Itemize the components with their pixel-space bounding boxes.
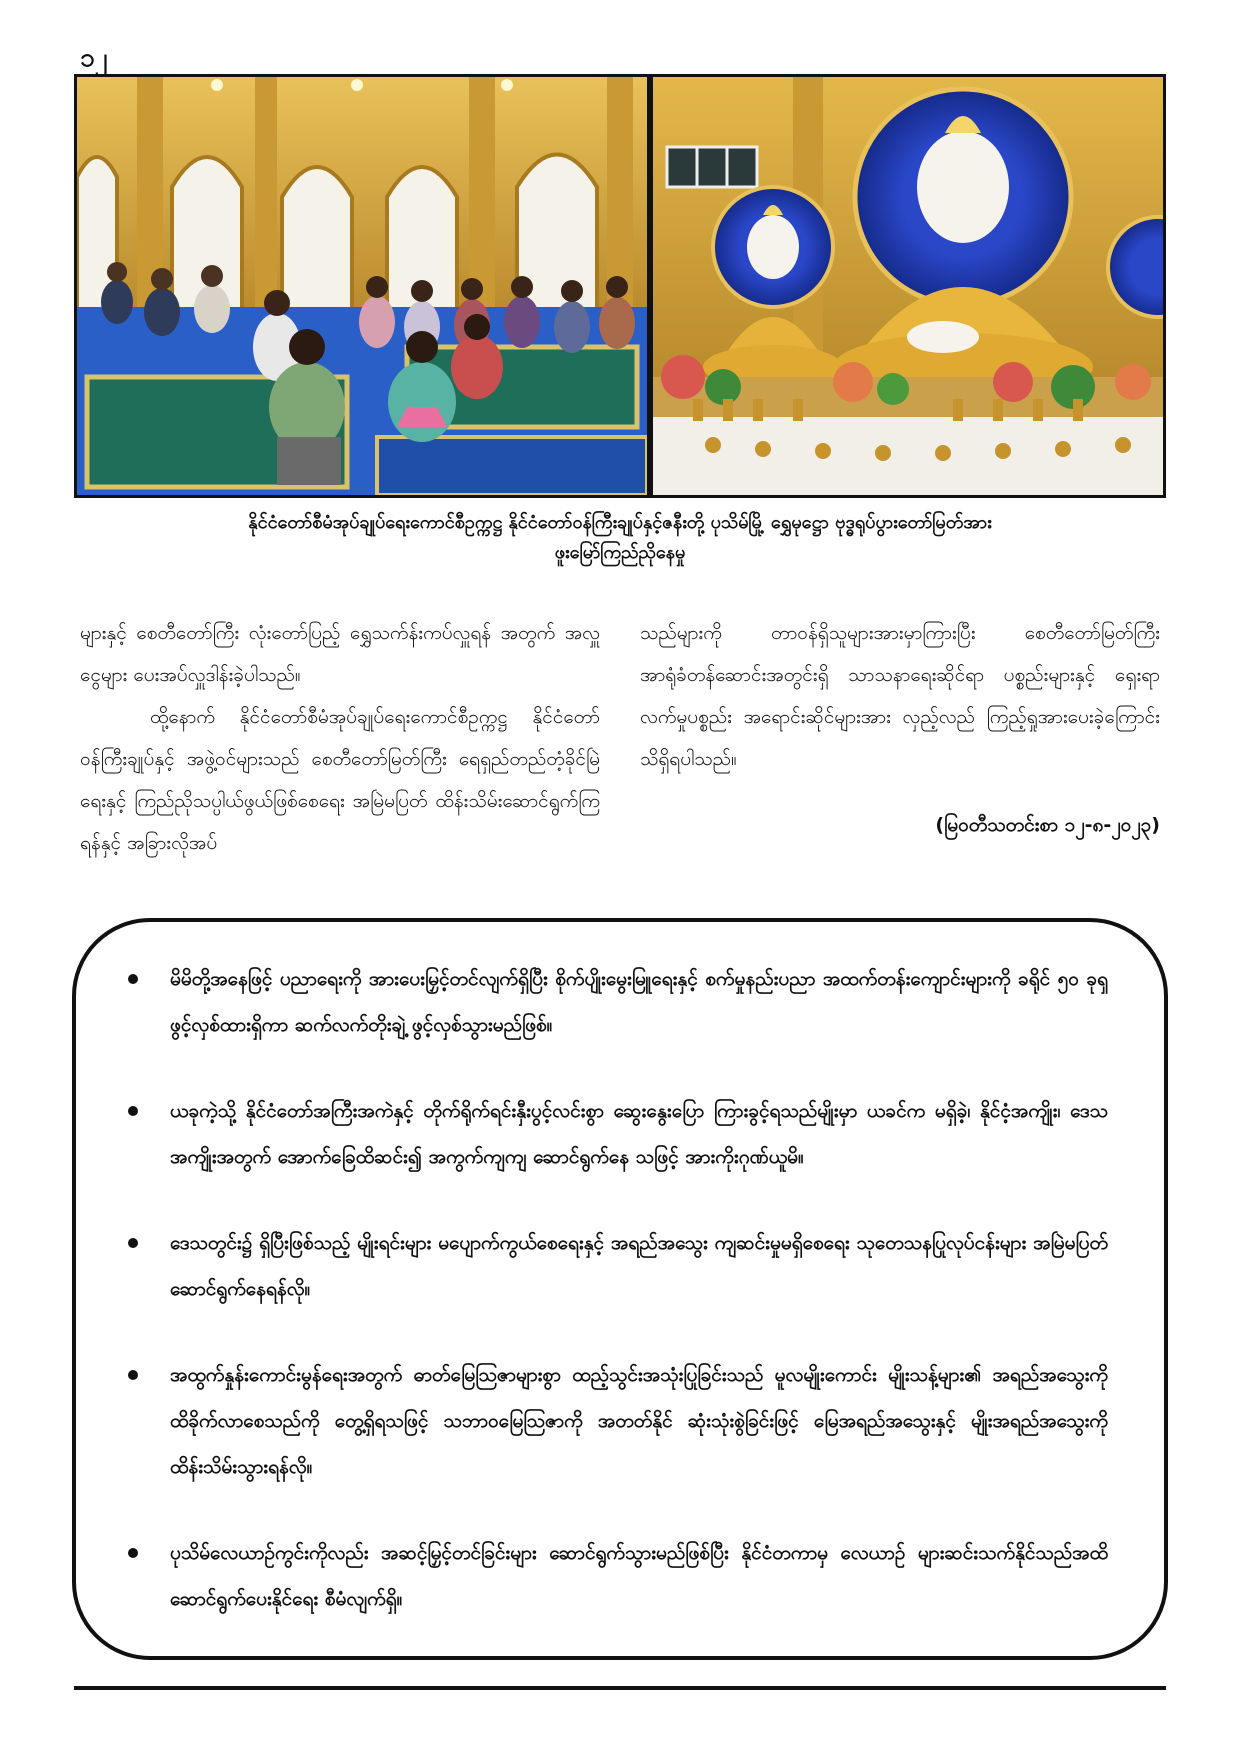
article-paragraph: သည်များကို တာဝန်ရှိသူများအားမှာကြားပြီး စေတီတော်မြတ်ကြီး အာရုံခံတန်ဆောင်းအတွင်းရှိ သာသနာရေးဆိုင်ရာ ပစ္စည်းများနှင့် ရှေးရာလက်မှုပစ္စည်း အရောင်းဆိုင်များအား လှည့်လည် ကြည့်ရှုအားပေးခဲ့ကြောင်း သိရှိရပါသည်။	[640, 622, 1160, 770]
article-right-column	[640, 612, 1160, 864]
photo-frame	[74, 74, 1166, 498]
article-paragraph: များနှင့် စေတီတော်ကြီး လုံးတော်ပြည့် ရွှေသက်န်းကပ်လှူရန် အတွက် အလှူငွေများ ပေးအပ်လှူဒါန်းခဲ့ပါသည်။	[80, 622, 600, 686]
buddha-images-illustration	[653, 77, 1163, 495]
highlight-text: မိမိတို့အနေဖြင့် ပညာရေးကို အားပေးမြှင့်တင်လျက်ရှိပြီး စိုက်ပျိုးမွေးမြူရေးနှင့် စက်မှုနည်းပညာ အထက်တန်းကျောင်းများကို ခရိုင် ၅၀ ခုၡ ဖွင့်လှစ်ထားရှိကာ ဆက်လက်တိုးချဲ့ ဖွင့်လှစ်သွားမည်ဖြစ်။	[170, 968, 1108, 1036]
highlight-item	[124, 1220, 1108, 1312]
highlight-text: ယခုကဲ့သို့ နိုင်ငံတော်အကြီးအကဲနှင့် တိုက်ရိုက်ရင်းနှီးပွင့်လင်းစွာ ဆွေးနွေးပြော ကြားခွင့်ရသည်မျိုးမှာ ယခင်က မရှိခဲ့၊ နိုင်ငံ့အကျိုး၊ ဒေသအကျိုးအတွက် အောက်ခြေထိဆင်း၍ အကွက်ကျကျ ဆောင်ရွက်နေ သဖြင့် အားကိုးဂုဏ်ယူမိ။	[170, 1100, 1108, 1168]
highlight-item	[124, 1352, 1108, 1490]
page-number: ၁၂	[80, 43, 108, 73]
caption-line-2: ဖူးမြော်ကြည်ညိုနေမှု	[554, 542, 686, 563]
bullet-icon	[128, 1548, 138, 1558]
bullet-icon	[128, 1370, 138, 1380]
photo-caption	[74, 508, 1166, 568]
caption-line-1: နိုင်ငံတော်စီမံအုပ်ချုပ်ရေးကောင်စီဥက္ကဋ္ဌ နိုင်ငံတော်ဝန်ကြီးချုပ်နှင့်ဇနီးတို့ ပုသိမ်မြို့ ရွှေမုဋ္ဌော ဗုဒ္ဓရုပ်ပွားတော်မြတ်အား	[248, 512, 992, 533]
news-source: (မြဝတီသတင်းစာ ၁၂-၈-၂၀၂၃)	[935, 814, 1160, 836]
highlight-item	[124, 1530, 1108, 1622]
buddha-images-photo	[653, 77, 1163, 495]
bullet-icon	[128, 974, 138, 984]
bullet-icon	[128, 1106, 138, 1116]
highlight-text: အထွက်နှုန်းကောင်းမွန်ရေးအတွက် ဓာတ်မြေသြဇာများစွာ ထည့်သွင်းအသုံးပြုခြင်းသည် မူလမျိုးကောင်း မျိုးသန့်များ၏ အရည်အသွေးကို ထိခိုက်လာစေသည်ကို တွေ့ရှိရသဖြင့် သဘာဝမြေသြဇာကို အတတ်နိုင် ဆုံးသုံးစွဲခြင်းဖြင့် မြေအရည်အသွေးနှင့် မျိုးအရည်အသွေးကို ထိန်းသိမ်းသွားရန်လို။	[170, 1364, 1108, 1478]
highlight-item	[124, 1088, 1108, 1180]
highlight-text: ဒေသတွင်း၌ ရှိပြီးဖြစ်သည့် မျိုးရင်းများ မပျောက်ကွယ်စေရေးနှင့် အရည်အသွေး ကျဆင်းမှုမရှိစေရေး သုတေသနပြုလုပ်ငန်းများ အမြဲမပြတ် ဆောင်ရွက်နေရန်လို။	[170, 1232, 1108, 1300]
highlights-list	[124, 956, 1108, 1622]
highlight-text: ပုသိမ်လေယာဉ်ကွင်းကိုလည်း အဆင့်မြှင့်တင်ခြင်းများ ဆောင်ရွက်သွားမည်ဖြစ်ပြီး နိုင်ငံတကာမှ လေယာဉ် များဆင်းသက်နိုင်သည်အထိ ဆောင်ရွက်ပေးနိုင်ရေး စီမံလျက်ရှိ။	[170, 1542, 1108, 1610]
highlights-box	[72, 918, 1168, 1660]
article-body	[80, 612, 1160, 864]
article-paragraph: ထို့နောက် နိုင်ငံတော်စီမံအုပ်ချုပ်ရေးကောင်စီဥက္ကဋ္ဌ နိုင်ငံတော်ဝန်ကြီးချုပ်နှင့် အဖွဲ့ဝင်များသည် စေတီတော်မြတ်ကြီး ရေရှည်တည်တံ့ခိုင်မြဲရေးနှင့် ကြည်ညိုသပ္ပါယ်ဖွယ်ဖြစ်စေရေး အမြဲမပြတ် ထိန်းသိမ်းဆောင်ရွက်ကြရန်နှင့် အခြားလိုအပ်	[80, 706, 600, 854]
worship-hall-illustration	[77, 77, 647, 495]
article-left-column	[80, 612, 600, 864]
worship-hall-photo	[77, 77, 647, 495]
footer-rule	[74, 1686, 1166, 1690]
bullet-icon	[128, 1238, 138, 1248]
highlight-item	[124, 956, 1108, 1048]
